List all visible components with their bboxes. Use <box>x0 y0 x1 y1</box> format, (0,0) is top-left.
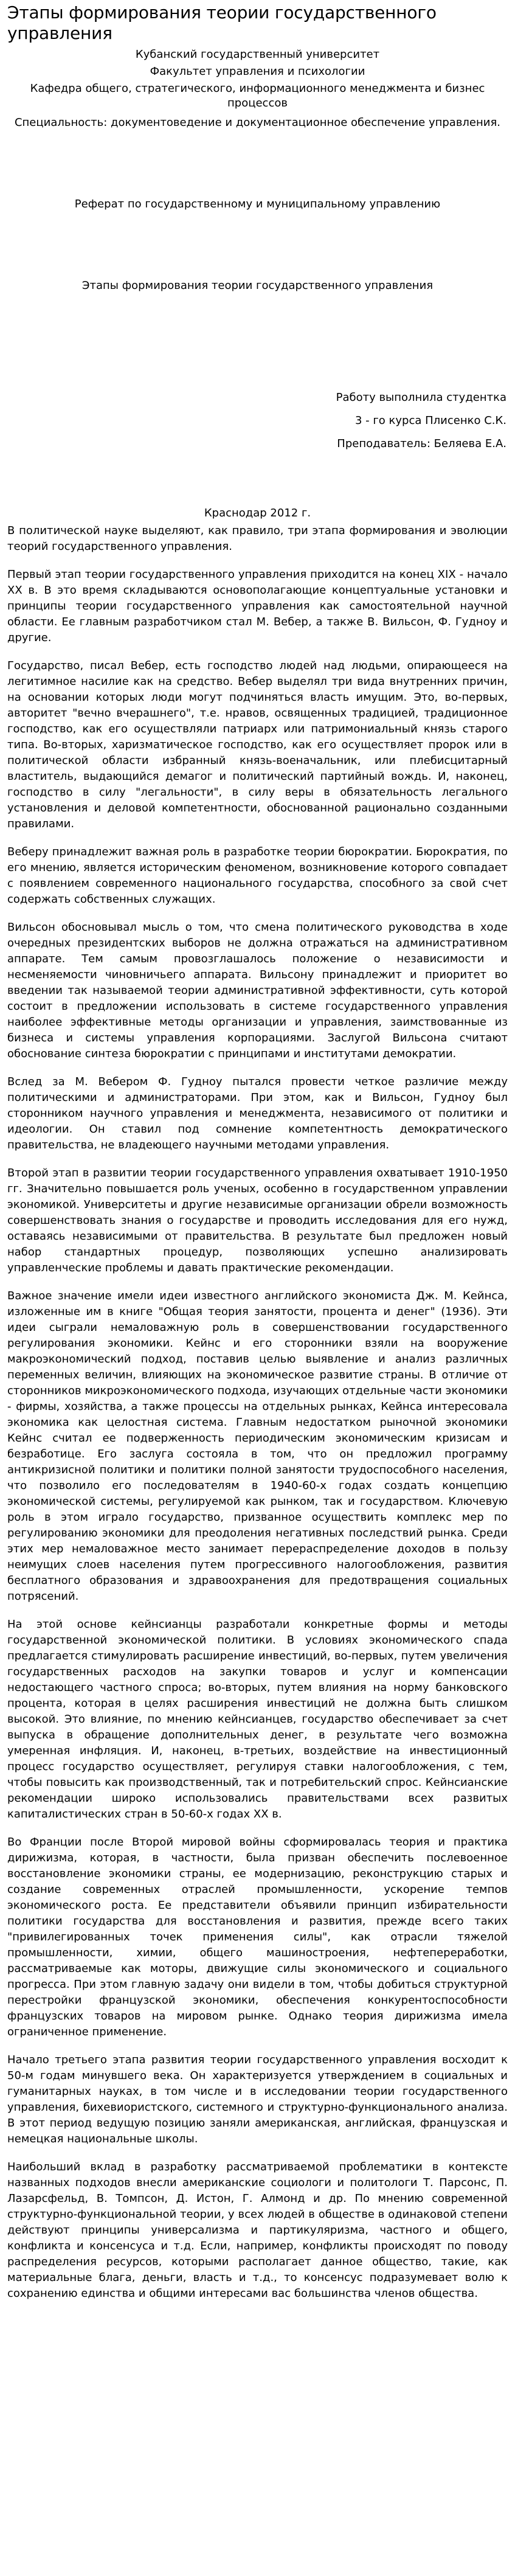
paragraph: На этой основе кейнсианцы разработали конкретные формы и методы государственной экономической политики. В условиях экономического спада предлагается стимулировать расширение инвестиций, во-первых, путем увеличения государственных расходов на закупки товаров и услуг и компенсации недостающего частного спроса; во-вторых, путем влияния на норму банковского процента, которая в целях расширения инвестиций не должна быть слишком высокой. Это влияние, по мнению кейнсианцев, государство обеспечивает за счет выпуска в обращение дополнительных денег, в результате чего возможна умеренная инфляция. И, наконец, в-третьих, воздействие на инвестиционный процесс государство осуществляет, регулируя ставки налогообложения, с тем, чтобы повысить как производственный, так и потребительский спрос. Кейнсианские рекомендации широко использовались правительствами всех развитых капиталистических стран в 50-60-х годах XX в. <box>7 1618 508 1821</box>
paragraph: Вильсон обосновывал мысль о том, что смена политического руководства в ходе очередных президентских выборов не должна отражаться на административном аппарате. Тем самым провозглашалось положение о независимости и несменяемости чиновничьего аппарата. Вильсону принадлежит и приоритет во введении так называемой теории административной эффективности, суть которой состоит в предложении использовать в системе государственного управления наиболее эффективные методы организации и управления, заимствованные из бизнеса и системы управления корпорациями. Заслугой Вильсона считают обоснование синтеза бюрократии с принципами и институтами демократии. <box>7 921 508 1060</box>
paper-type: Реферат по государственному и муниципальному управлению <box>74 198 441 210</box>
paragraph: Первый этап теории государственного управления приходится на конец XIX - начало XX в. В это время складываются основополагающие концептуальные установки и принципы теории государственного управления как самостоятельной научной области. Ее главным разработчиком стал М. Вебер, а также В. Вильсон, Ф. Гудноу и другие. <box>7 568 508 644</box>
paragraph: Веберу принадлежит важная роль в разработке теории бюрократии. Бюрократия, по его мнению, является историческим феноменом, возникновение которого совпадает с появлением современного национального государства, способного за свой счет содержать собственных служащих. <box>7 845 508 906</box>
paragraph: Во Франции после Второй мировой войны сформировалась теория и практика дирижизма, которая, в частности, была призван обеспечить послевоенное восстановление экономики страны, ее модернизацию, реконструкцию старых и создание современных отраслей промышленности, ускорение темпов экономического роста. Ее представители объявили принцип избирательности политики государства для восстановления и развития, прежде всего таких "привилегированных точек применения силы", как отрасли тяжелой промышленности, химии, общего машиностроения, нефтепереработки, рассматриваемые как моторы, движущие силы экономического и социального прогресса. При этом главную задачу они видели в том, чтобы добиться структурной перестройки французской экономики, обеспечения конкурентоспособности французских товаров на мировом рынке. Однако теория дирижизма имела ограниченное применение. <box>7 1836 508 2038</box>
paragraph: Второй этап в развитии теории государственного управления охватывает 1910-1950 гг. Значительно повышается роль ученых, особенно в государственном управлении экономикой. Университеты и другие независимые организации обрели возможность совершенствовать знания о государстве и проводить исследования для его нужд, оставаясь независимыми от правительства. В результате был предложен новый набор стандартных процедур, позволяющих успешно анализировать управленческие проблемы и давать практические рекомендации. <box>7 1167 508 1274</box>
body-text <box>7 523 508 2302</box>
paragraph: В политической науке выделяют, как правило, три этапа формирования и эволюции теорий государственного управления. <box>7 524 508 553</box>
faculty-name: Факультет управления и психологии <box>150 65 365 78</box>
paragraph: Важное значение имели идеи известного английского экономиста Дж. М. Кейнса, изложенные им в книге "Общая теория занятости, процента и денег" (1936). Эти идеи сыграли немаловажную роль в совершенствовании государственного регулирования экономики. Кейнс и его сторонники взяли на вооружение макроэкономический подход, поставив целью выявление и анализ различных переменных величин, влияющих на экономическое развитие страны. В отличие от сторонников микроэкономического подхода, изучающих отдельные части экономики - фирмы, хозяйства, а также процессы на отдельных рынках, Кейнса интересовала экономика как целостная система. Главным недостатком рыночной экономики Кейнс считал ее подверженность периодическим экономическим кризисам и безработице. Его заслуга состояла в том, что он предложил программу антикризисной политики и политики полной занятости трудоспособного населения, что позволило его последователям в 1940-60-х годах создать концепцию экономической системы, регулируемой как рынком, так и государством. Ключевую роль в этом играло государство, призванное осуществить комплекс мер по регулированию экономики для преодоления негативных последствий рынка. Среди этих мер немаловажное место занимает перераспределение доходов в пользу неимущих слоев населения путем прогрессивного налогообложения, развития бесплатного образования и здравоохранения для предотвращения социальных потрясений. <box>7 1290 508 1603</box>
author-block <box>7 391 508 451</box>
title-block <box>7 47 508 130</box>
paragraph: Начало третьего этапа развития теории государственного управления восходит к 50-м годам минувшего века. Он характеризуется утверждением в социальных и гуманитарных науках, в том числе и в исследовании теории государственного управления, бихевиористского, системного и структурно-функционального анализа. В этот период ведущую позицию заняли американская, английская, французская и немецкая национальные школы. <box>7 2054 508 2145</box>
author-line-2: 3 - го курса Плисенко С.К. <box>354 414 506 427</box>
author-line-1: Работу выполнила студентка <box>336 391 506 404</box>
university-name: Кубанский государственный университет <box>135 48 380 61</box>
department-name: Кафедра общего, стратегического, информационного менеджмента и бизнес процессов <box>30 82 485 109</box>
paragraph: Государство, писал Вебер, есть господство людей над людьми, опирающееся на легитимное насилие как на средство. Вебер выделял три вида внутренних причин, на основании которых люди могут подчиняться власть имущим. Это, во-первых, авторитет "вечно вчерашнего", т.е. нравов, освященных традицией, традиционное господство, как его осуществляли патриарх или патримониальный князь старого типа. Во-вторых, харизматическое господство, как его осуществляет пророк или в политической области избранный князь-военачальник, или плебисцитарный властитель, выдающийся демагог и политический партийный вождь. И, наконец, господство в силу "легальности", в силу веры в обязательность легального установления и деловой компетентности, обоснованной рационально созданными правилами. <box>7 659 508 830</box>
document-heading: Этапы формирования теории государственного управления <box>7 2 437 43</box>
document-page <box>0 2 515 2576</box>
paper-topic: Этапы формирования теории государственного управления <box>81 279 434 292</box>
paragraph: Наибольший вклад в разработку рассматриваемой проблематики в контексте названных подходов внесли американские социологи и политологи Т. Парсонс, П. Лазарсфельд, В. Томпсон, Д. Истон, Г. Алмонд и др. По мнению современной структурно-функциональной теории, у всех людей в обществе в одинаковой степени действуют принципы универсализма и партикуляризма, частного и общего, конфликта и консенсуса и т.д. Если, например, конфликты происходят по поводу распределения ресурсов, которыми располагает данное общество, такие, как материальные блага, деньги, власть и т.д., то консенсус подразумевает волю к сохранению единства и общими интересами вас большинства членов общества. <box>7 2161 508 2300</box>
city-year: Краснодар 2012 г. <box>204 507 311 519</box>
paragraph: Вслед за М. Вебером Ф. Гудноу пытался провести четкое различие между политическими и администраторами. При этом, как и Вильсон, Гудноу был сторонником научного управления и менеджмента, независимого от политики и идеологии. Он ставил под сомнение компетентность демократического правительства, не владеющего научными методами управления. <box>7 1075 508 1151</box>
specialty-line: Специальность: документоведение и документационное обеспечение управления. <box>14 116 501 129</box>
teacher-line: Преподаватель: Беляева Е.А. <box>337 437 506 450</box>
